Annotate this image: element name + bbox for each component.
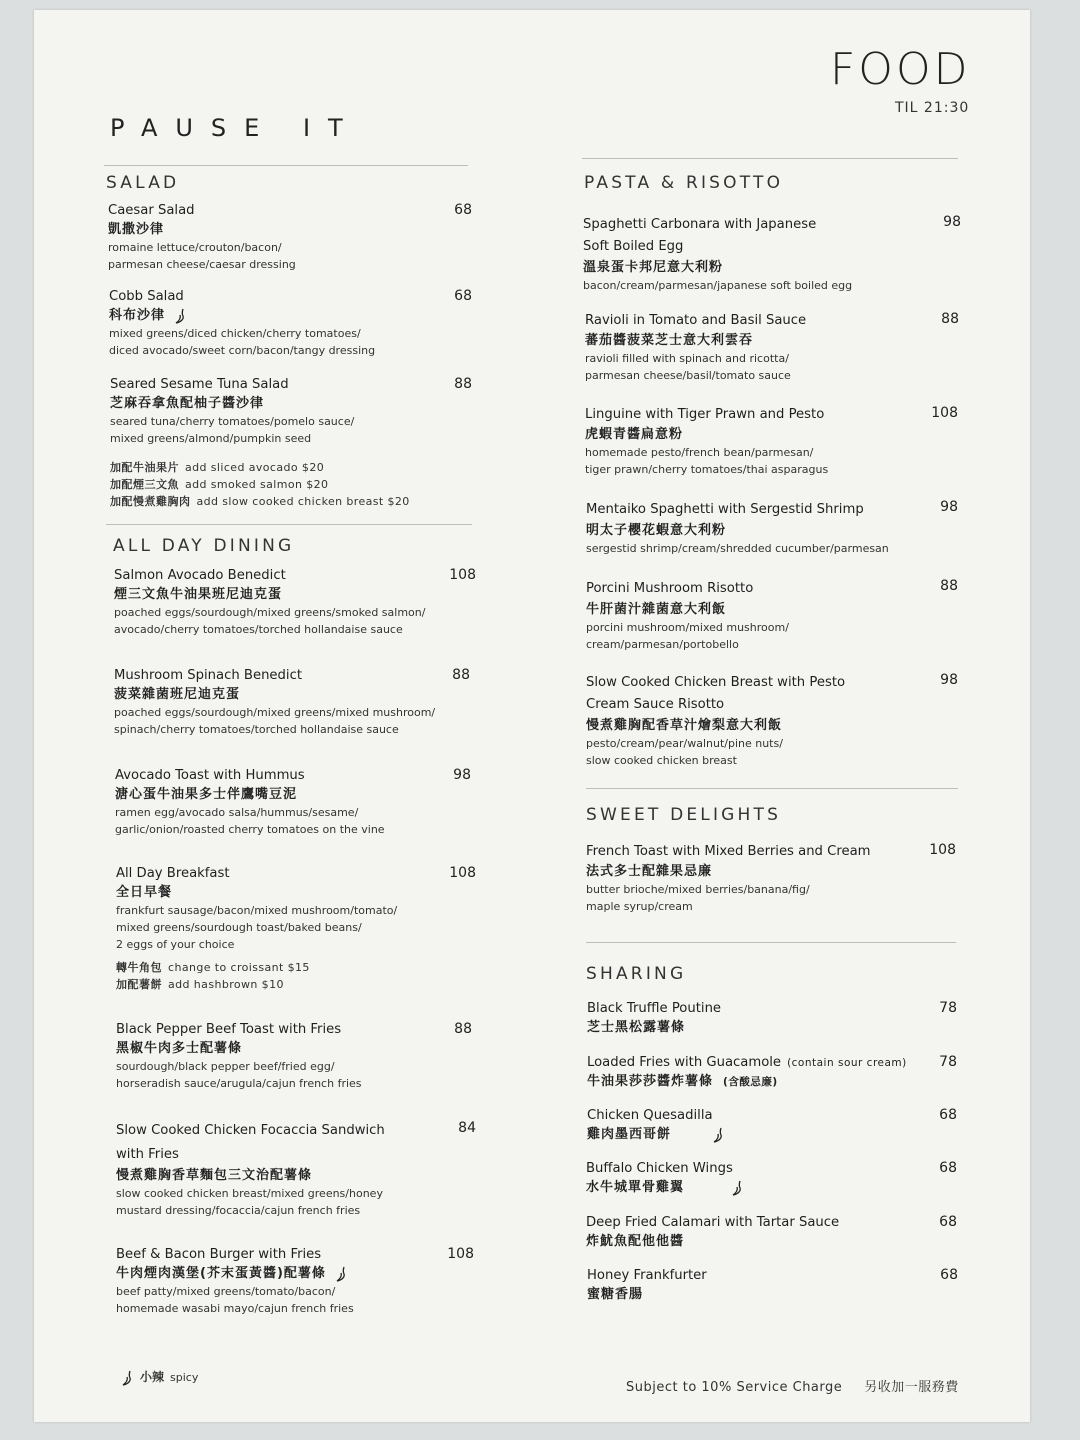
item-price: 68 xyxy=(454,202,472,218)
section-title-sweet-delights: SWEET DELIGHTS xyxy=(586,805,782,825)
page-title: FOOD xyxy=(830,44,971,95)
item-price: 68 xyxy=(939,1160,957,1176)
menu-item: Black Truffle Poutine 芝士黑松露薯條 78 xyxy=(587,1000,957,1035)
item-price: 98 xyxy=(453,767,471,783)
divider xyxy=(106,524,472,525)
menu-item: Buffalo Chicken Wings 水牛城單骨雞翼 68 xyxy=(586,1160,957,1195)
service-charge-note: Subject to 10% Service Charge 另收加一服務費 xyxy=(626,1380,959,1395)
add-on-list: 轉牛角包 change to croissant $15 加配薯餅 add hashbrown $10 xyxy=(116,961,310,991)
item-price: 88 xyxy=(454,376,472,392)
chili-pepper-icon xyxy=(730,1180,744,1196)
section-title-pasta-risotto: PASTA & RISOTTO xyxy=(584,173,784,193)
item-price: 78 xyxy=(939,1054,957,1070)
chili-pepper-icon xyxy=(173,308,187,324)
divider xyxy=(586,942,956,943)
item-price: 84 xyxy=(458,1120,476,1136)
serving-hours: TIL 21:30 xyxy=(895,100,970,116)
menu-item: Slow Cooked Chicken Focaccia Sandwich with Fries 慢煮雞胸香草麵包三文治配薯條 slow cooked chicken breast/mixed greens/honey mustard dressing/focaccia/cajun french fries 84 xyxy=(116,1120,476,1217)
item-price: 68 xyxy=(939,1107,957,1123)
item-price: 68 xyxy=(454,288,472,304)
item-price: 108 xyxy=(931,405,958,421)
left-column xyxy=(104,0,476,1440)
menu-item: Loaded Fries with Guacamole (contain sour cream) 牛油果莎莎醬炸薯條 (含酸忌廉) 78 xyxy=(587,1054,957,1089)
chili-pepper-icon xyxy=(120,1370,134,1386)
divider xyxy=(586,788,958,789)
menu-item: Caesar Salad 凱撒沙律 romaine lettuce/crouton/bacon/ parmesan cheese/caesar dressing 68 xyxy=(108,202,472,271)
menu-item: Spaghetti Carbonara with Japanese Soft Boiled Egg 溫泉蛋卡邦尼意大利粉 bacon/cream/parmesan/japanese soft boiled egg 98 xyxy=(583,214,961,292)
menu-item: Linguine with Tiger Prawn and Pesto 虎蝦青醬扁意粉 homemade pesto/french bean/parmesan/ tiger prawn/cherry tomatoes/thai asparagus 108 xyxy=(585,405,958,476)
menu-item: Beef & Bacon Burger with Fries 牛肉煙肉漢堡(芥末蛋黃醬)配薯條 beef patty/mixed greens/tomato/bacon/ homemade wasabi mayo/cajun french fries 108 xyxy=(116,1246,474,1315)
right-column xyxy=(580,0,962,1440)
item-price: 88 xyxy=(940,578,958,594)
menu-item: Seared Sesame Tuna Salad 芝麻吞拿魚配柚子醬沙律 seared tuna/cherry tomatoes/pomelo sauce/ mixed greens/almond/pumpkin seed 88 加配牛油果片 add sliced avocado $20 加配煙三文魚 add smoked salmon $20 加配慢煮雞胸肉 add slow cooked chicken breast $20 xyxy=(110,376,472,508)
section-title-salad: SALAD xyxy=(106,173,180,193)
menu-item: Honey Frankfurter 蜜糖香腸 68 xyxy=(587,1267,958,1302)
item-price: 108 xyxy=(929,842,956,858)
menu-item: French Toast with Mixed Berries and Cream 法式多士配雜果忌廉 butter brioche/mixed berries/banana/fig/ maple syrup/cream 108 xyxy=(586,842,956,913)
menu-item: Porcini Mushroom Risotto 牛肝菌汁雜菌意大利飯 porcini mushroom/mixed mushroom/ cream/parmesan/portobello 88 xyxy=(586,578,958,651)
spicy-legend: 小辣 spicy xyxy=(120,1368,198,1386)
item-price: 78 xyxy=(939,1000,957,1016)
add-on-list: 加配牛油果片 add sliced avocado $20 加配煙三文魚 add smoked salmon $20 加配慢煮雞胸肉 add slow cooked chicken breast $20 xyxy=(110,461,410,508)
brand-logo: PAUSE IT xyxy=(110,114,361,142)
divider xyxy=(104,165,468,166)
item-price: 88 xyxy=(452,667,470,683)
chili-pepper-icon xyxy=(711,1127,725,1143)
menu-item: Slow Cooked Chicken Breast with Pesto Cream Sauce Risotto 慢煮雞胸配香草汁燴梨意大利飯 pesto/cream/pear/walnut/pine nuts/ slow cooked chicken breast 98 xyxy=(586,672,958,767)
menu-item: Cobb Salad 科布沙律 mixed greens/diced chicken/cherry tomatoes/ diced avocado/sweet corn/bacon/tangy dressing 68 xyxy=(109,288,472,357)
menu-item: All Day Breakfast 全日早餐 frankfurt sausage/bacon/mixed mushroom/tomato/ mixed greens/sourdough toast/baked beans/ 2 eggs of your choice 108 轉牛角包 change to croissant $15 加配薯餅 add hashbrown $10 xyxy=(116,865,476,991)
item-price: 88 xyxy=(454,1021,472,1037)
menu-item: Avocado Toast with Hummus 溏心蛋牛油果多士伴鷹嘴豆泥 ramen egg/avocado salsa/hummus/sesame/ garlic/onion/roasted cherry tomatoes on the vine 98 xyxy=(115,767,471,836)
item-price: 98 xyxy=(940,672,958,688)
menu-item: Chicken Quesadilla 雞肉墨西哥餅 68 xyxy=(587,1107,957,1142)
item-price: 98 xyxy=(943,214,961,230)
item-price: 108 xyxy=(449,567,476,583)
item-price: 68 xyxy=(939,1214,957,1230)
divider xyxy=(582,158,958,159)
item-price: 98 xyxy=(940,499,958,515)
menu-item: Deep Fried Calamari with Tartar Sauce 炸魷魚配他他醬 68 xyxy=(586,1214,957,1249)
section-title-sharing: SHARING xyxy=(586,964,687,984)
chili-pepper-icon xyxy=(334,1266,348,1282)
section-title-all-day-dining: ALL DAY DINING xyxy=(113,536,295,556)
menu-item: Black Pepper Beef Toast with Fries 黑椒牛肉多士配薯條 sourdough/black pepper beef/fried egg/ horseradish sauce/arugula/cajun french fries 88 xyxy=(116,1021,472,1090)
menu-item: Mushroom Spinach Benedict 菠菜雜菌班尼迪克蛋 poached eggs/sourdough/mixed greens/mixed mushroom/ spinach/cherry tomatoes/torched hollandaise sauce 88 xyxy=(114,667,470,736)
item-price: 108 xyxy=(447,1246,474,1262)
menu-item: Ravioli in Tomato and Basil Sauce 蕃茄醬菠菜芝士意大利雲吞 ravioli filled with spinach and ricotta/ parmesan cheese/basil/tomato sauce 88 xyxy=(585,311,959,382)
menu-item: Salmon Avocado Benedict 煙三文魚牛油果班尼迪克蛋 poached eggs/sourdough/mixed greens/smoked salmon/ avocado/cherry tomatoes/torched hollandaise sauce 108 xyxy=(114,567,476,636)
item-price: 108 xyxy=(449,865,476,881)
item-price: 88 xyxy=(941,311,959,327)
menu-item: Mentaiko Spaghetti with Sergestid Shrimp 明太子櫻花蝦意大利粉 sergestid shrimp/cream/shredded cucumber/parmesan 98 xyxy=(586,499,958,555)
item-price: 68 xyxy=(940,1267,958,1283)
